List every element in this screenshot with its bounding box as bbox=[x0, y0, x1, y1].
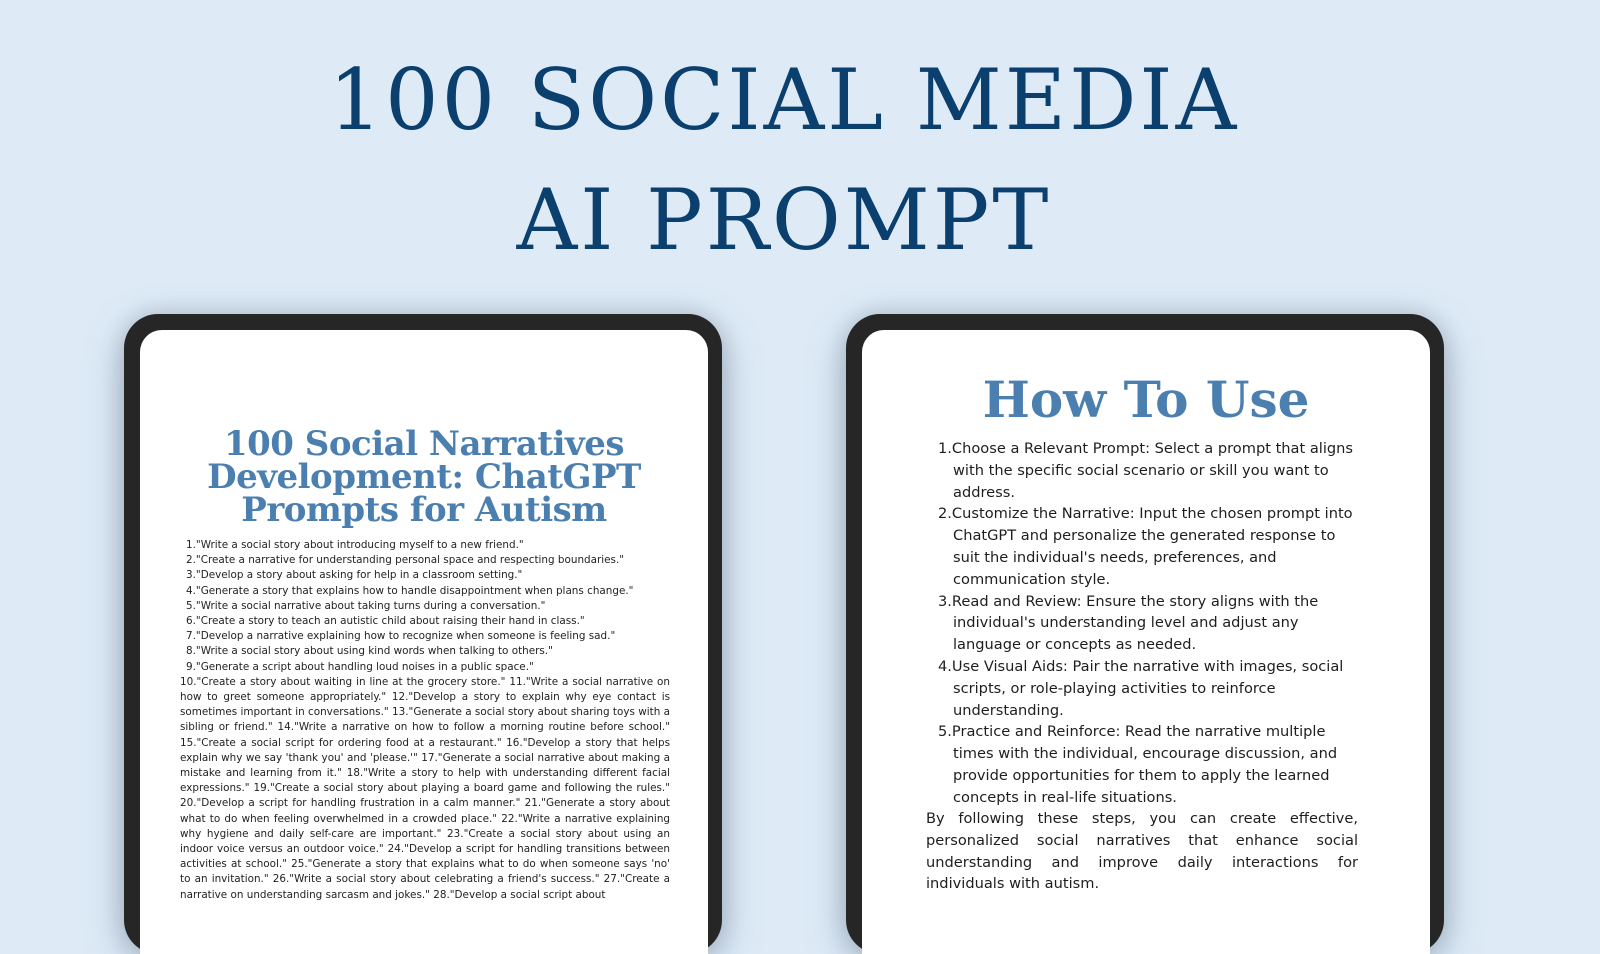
left-tablet-screen bbox=[140, 330, 708, 954]
prompt-list-item: 2."Create a narrative for understanding personal space and respecting boundaries." bbox=[186, 554, 625, 567]
prompt-list-item: 4."Generate a story that explains how to handle disappointment when plans change." bbox=[186, 584, 634, 597]
prompt-list-item: 8."Write a social story about using kind words when talking to others." bbox=[186, 645, 553, 658]
prompt-list-item: 5."Write a social narrative about taking turns during a conversation." bbox=[186, 599, 546, 612]
hero-title-line-2: AI PROMPT bbox=[516, 171, 1052, 269]
left-tablet-mockup bbox=[124, 314, 722, 954]
prompt-paragraph: 10."Create a story about waiting in line at the grocery store." 11."Write a social narrative on how to greet someone appropriately." 12."Develop a story to explain why eye contact is sometimes important in conversations." 13."Generate a social story about sharing toys with a sibling or friend." 14."Write a narrative on how to follow a morning routine before school." 15."Create a social script for ordering food at a restaurant." 16."Develop a story that helps explain why we say 'thank you' and 'please.'" 17."Generate a social narrative about making a mistake and learning from it." 18."Write a story to help with understanding different facial expressions." 19."Create a social story about playing a board game and following the rules." 20."Develop a script for handling frustration in a calm manner." 21."Generate a story about what to do when feeling overwhelmed in a crowded place." 22."Write a narrative explaining why hygiene and daily self-care are important." 23."Create a social story about using an indoor voice versus an outdoor voice." 24."Develop a script for handling transitions between activities at school." 25."Generate a story that explains what to do when someone says 'no' to an invitation." 26."Write a social story about celebrating a friend's success." 27."Create a narrative on understanding sarcasm and jokes." 28."Develop a social script about bbox=[180, 675, 670, 901]
left-heading-line: Prompts for Autism bbox=[241, 490, 607, 530]
right-tablet-screen bbox=[862, 330, 1430, 954]
step-item: 5.Practice and Reinforce: Read the narrative multiple times with the individual, encourage discussion, and provide opportunities for them to apply the learned concepts in real-life situations. bbox=[938, 723, 1338, 806]
how-to-use-heading: How To Use bbox=[982, 370, 1310, 429]
prompt-list-item: 7."Develop a narrative explaining how to recognize when someone is feeling sad." bbox=[186, 630, 616, 643]
prompt-list-item: 1."Write a social story about introducing myself to a new friend." bbox=[186, 539, 524, 551]
step-item: 1.Choose a Relevant Prompt: Select a prompt that aligns with the specific social scenario or skill you want to address. bbox=[938, 440, 1354, 501]
prompt-list bbox=[180, 538, 670, 903]
closing-paragraph: By following these steps, you can create effective, personalized social narratives that enhance social understanding and improve daily interactions for individuals with autism. bbox=[926, 810, 1358, 893]
prompt-list-item: 6."Create a story to teach an autistic child about raising their hand in class." bbox=[186, 615, 585, 628]
how-to-use-steps bbox=[938, 438, 1358, 809]
right-tablet-mockup bbox=[846, 314, 1444, 954]
left-page-heading bbox=[140, 424, 708, 530]
step-item: 4.Use Visual Aids: Pair the narrative with images, social scripts, or role-playing activities to reinforce understanding. bbox=[938, 657, 1344, 719]
prompt-list-item: 3."Develop a story about asking for help in a classroom setting." bbox=[186, 569, 523, 582]
hero-title bbox=[0, 40, 1568, 280]
prompt-list-item: 9."Generate a script about handling loud noises in a public space." bbox=[186, 660, 534, 673]
step-item: 3.Read and Review: Ensure the story aligns with the individual's understanding level and adjust any language or concepts as needed. bbox=[938, 592, 1319, 654]
step-item: 2.Customize the Narrative: Input the chosen prompt into ChatGPT and personalize the generated response to suit the individual's needs, preferences, and communication style. bbox=[938, 505, 1353, 588]
left-heading-line: Development: ChatGPT bbox=[207, 457, 641, 497]
prompt-numbered-list bbox=[180, 538, 670, 675]
hero-title-line-1: 100 SOCIAL MEDIA bbox=[328, 51, 1240, 149]
left-heading-line: 100 Social Narratives bbox=[223, 424, 625, 464]
